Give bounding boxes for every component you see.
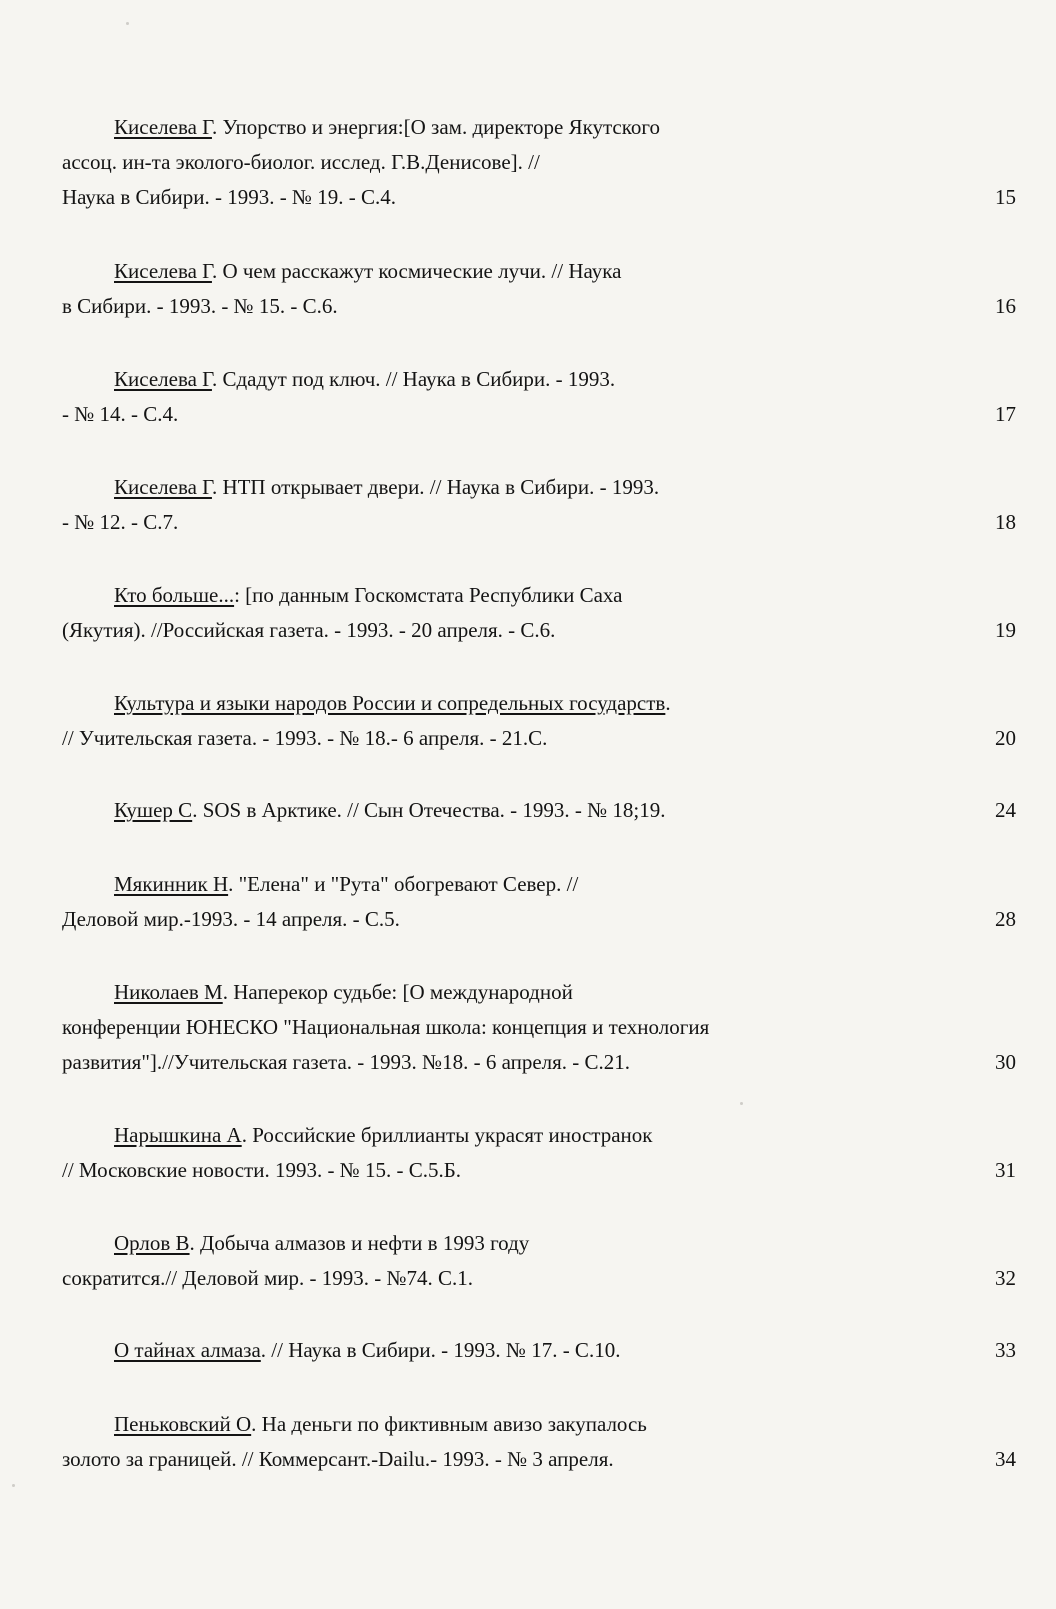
entry-line: // Московские новости. 1993. - № 15. - С.5.Б. xyxy=(62,1158,462,1182)
bibliography-entry xyxy=(62,254,1002,324)
entry-line xyxy=(62,686,1002,721)
entry-line: конференции ЮНЕСКО "Национальная школа: концепция и технология xyxy=(62,1015,710,1039)
paper-speck xyxy=(126,22,129,25)
paper-speck xyxy=(740,1102,743,1105)
entry-line: золото за границей. // Коммерсант.-Dailu.- 1993. - № 3 апреля. xyxy=(62,1447,614,1471)
bibliography-entry xyxy=(62,1407,1002,1477)
entry-line xyxy=(62,254,1002,289)
entry-line: ассоц. ин-та эколого-биолог. исслед. Г.В.Денисове]. // xyxy=(62,150,540,174)
entry-number: 15 xyxy=(995,185,1016,209)
entry-author: Киселева Г xyxy=(114,475,212,499)
entry-number: 28 xyxy=(995,907,1016,931)
entry-number: 17 xyxy=(995,402,1016,426)
entry-line xyxy=(62,362,1002,397)
entry-line: сократится.// Деловой мир. - 1993. - №74. С.1. xyxy=(62,1266,473,1290)
entry-author: О тайнах алмаза xyxy=(114,1338,261,1362)
entry-line: развития"].//Учительская газета. - 1993. №18. - 6 апреля. - С.21. xyxy=(62,1050,631,1074)
entry-number: 30 xyxy=(995,1050,1016,1074)
entry-author: Нарышкина А xyxy=(114,1123,242,1147)
entry-line xyxy=(62,1118,1002,1153)
entry-line xyxy=(62,1333,1002,1368)
bibliography-entry xyxy=(62,867,1002,937)
entry-line xyxy=(62,975,1002,1010)
entry-line xyxy=(62,1226,1002,1261)
entry-line: - № 12. - С.7. xyxy=(62,510,179,534)
entry-author: Кушер С xyxy=(114,798,193,822)
entry-text: . Сдадут под ключ. // Наука в Сибири. - 1993. xyxy=(211,367,616,391)
entry-text: . SOS в Арктике. // Сын Отечества. - 1993. - № 18;19. xyxy=(192,798,666,822)
entry-author: Кто больше... xyxy=(114,583,235,607)
entry-line: в Сибири. - 1993. - № 15. - С.6. xyxy=(62,294,338,318)
entry-number: 32 xyxy=(995,1266,1016,1290)
entry-line: (Якутия). //Российская газета. - 1993. - 20 апреля. - С.6. xyxy=(62,618,556,642)
entry-line: Деловой мир.-1993. - 14 апреля. - С.5. xyxy=(62,907,400,931)
entry-line xyxy=(62,110,1002,145)
entry-line xyxy=(62,1407,1002,1442)
entry-line xyxy=(62,867,1002,902)
bibliography-entry xyxy=(62,578,1002,648)
entry-line: Наука в Сибири. - 1993. - № 19. - С.4. xyxy=(62,185,396,209)
entry-number: 34 xyxy=(995,1447,1016,1471)
entry-text: . Российские бриллианты украсят иностранок xyxy=(241,1123,653,1147)
bibliography-entry xyxy=(62,686,1002,756)
entry-text: . xyxy=(665,691,671,715)
entry-number: 24 xyxy=(995,798,1016,822)
entry-number: 19 xyxy=(995,618,1016,642)
entry-text: . Наперекор судьбе: [О международной xyxy=(222,980,573,1004)
bibliography-entry xyxy=(62,793,1002,828)
entry-line: - № 14. - С.4. xyxy=(62,402,179,426)
bibliography-entry xyxy=(62,1118,1002,1188)
entry-author: Культура и языки народов России и сопредельных государств xyxy=(114,691,666,715)
bibliography-entry xyxy=(62,1226,1002,1296)
entry-author: Киселева Г xyxy=(114,259,212,283)
entry-line xyxy=(62,470,1002,505)
entry-line xyxy=(62,793,1002,828)
bibliography-entry xyxy=(62,110,1002,215)
entry-number: 20 xyxy=(995,726,1016,750)
entry-line: // Учительская газета. - 1993. - № 18.- 6 апреля. - 21.С. xyxy=(62,726,548,750)
entry-author: Николаев М xyxy=(114,980,223,1004)
entry-text: . О чем расскажут космические лучи. // Наука xyxy=(211,259,622,283)
entry-number: 18 xyxy=(995,510,1016,534)
bibliography-entry xyxy=(62,975,1002,1080)
entry-text: . НТП открывает двери. // Наука в Сибири. - 1993. xyxy=(211,475,660,499)
entry-text: . Добыча алмазов и нефти в 1993 году xyxy=(189,1231,530,1255)
bibliography-entry xyxy=(62,362,1002,432)
entry-text: . "Елена" и "Рута" обогревают Север. // xyxy=(228,872,579,896)
entry-author: Мякинник Н xyxy=(114,872,229,896)
entry-author: Киселева Г xyxy=(114,115,212,139)
entry-author: Пеньковский О xyxy=(114,1412,252,1436)
entry-number: 16 xyxy=(995,294,1016,318)
entry-text: . Упорство и энергия:[О зам. директоре Якутского xyxy=(211,115,660,139)
bibliography-entry xyxy=(62,470,1002,540)
entry-text: : [по данным Госкомстата Республики Саха xyxy=(234,583,623,607)
entry-number: 33 xyxy=(995,1338,1016,1362)
entry-line xyxy=(62,578,1002,613)
entry-number: 31 xyxy=(995,1158,1016,1182)
bibliography-entry xyxy=(62,1333,1002,1368)
entry-author: Киселева Г xyxy=(114,367,212,391)
paper-speck xyxy=(12,1484,15,1487)
entry-text: . // Наука в Сибири. - 1993. № 17. - С.10. xyxy=(260,1338,621,1362)
entry-author: Орлов В xyxy=(114,1231,190,1255)
entry-text: . На деньги по фиктивным авизо закупалось xyxy=(251,1412,647,1436)
